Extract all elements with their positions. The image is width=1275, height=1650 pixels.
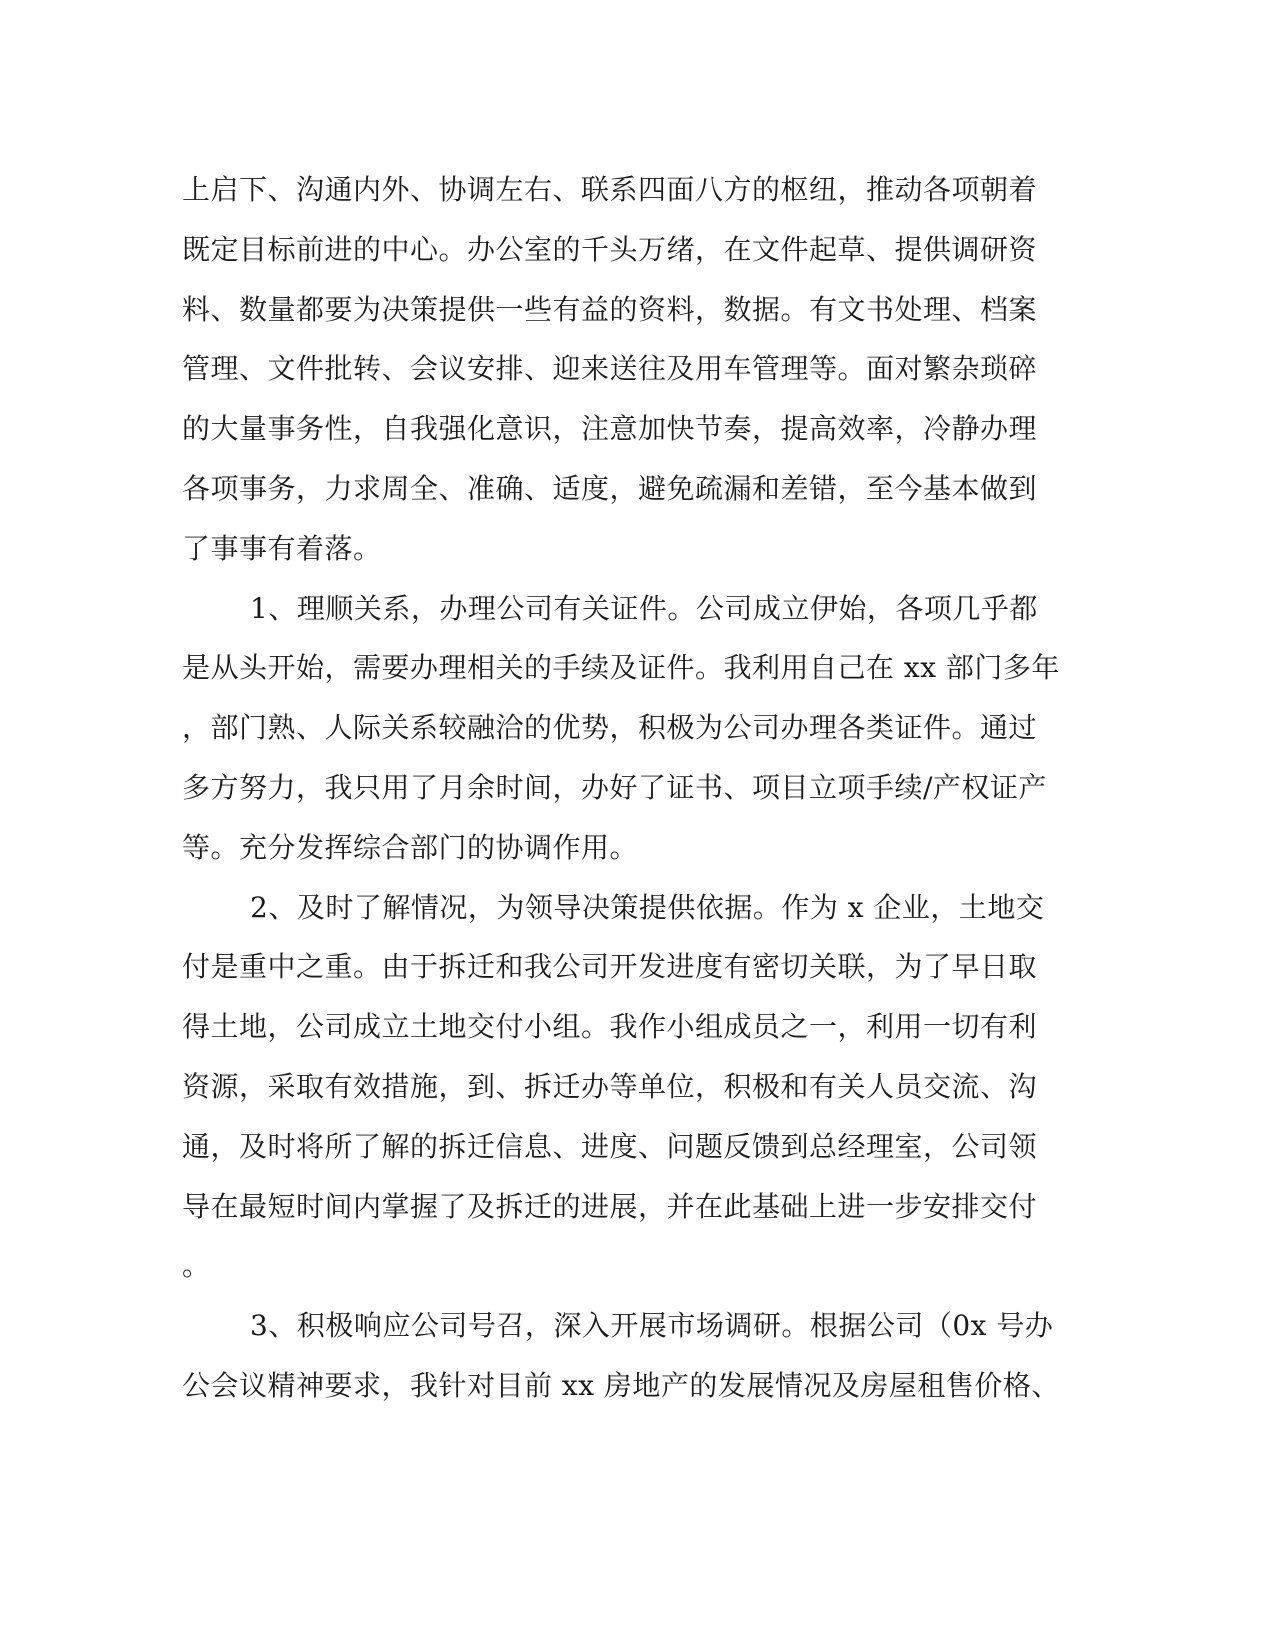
paragraph-item-1-line: 1、理顺关系，办理公司有关证件。公司成立伊始，各项几乎都 — [250, 591, 1038, 625]
paragraph-intro-line: 料、数量都要为决策提供一些有益的资料，数据。有文书处理、档案 — [182, 292, 1038, 326]
paragraph-item-1-line: 多方努力，我只用了月余时间，办好了证书、项目立项手续/产权证产 — [182, 770, 1047, 804]
paragraph-item-2-line: 2、及时了解情况，为领导决策提供依据。作为 x 企业，土地交 — [250, 890, 1045, 924]
paragraph-item-1-line: 等。充分发挥综合部门的协调作用。 — [182, 830, 639, 864]
paragraph-item-2-line: 导在最短时间内掌握了及拆迁的进展，并在此基础上进一步安排交付 — [182, 1189, 1038, 1223]
paragraph-intro-line: 了事事有着落。 — [182, 531, 382, 565]
paragraph-item-3-line: 公会议精神要求，我针对目前 xx 房地产的发展情况及房屋租售价格、 — [182, 1368, 1060, 1402]
paragraph-intro-line: 既定目标前进的中心。办公室的千头万绪，在文件起草、提供调研资 — [182, 232, 1038, 266]
paragraph-item-2-line: 付是重中之重。由于拆迁和我公司开发进度有密切关联，为了早日取 — [182, 950, 1038, 984]
paragraph-intro-line: 管理、文件批转、会议安排、迎来送往及用车管理等。面对繁杂琐碎 — [182, 352, 1038, 386]
paragraph-intro-line: 上启下、沟通内外、协调左右、联系四面八方的枢纽，推动各项朝着 — [182, 173, 1038, 206]
paragraph-item-2-line: 通，及时将所了解的拆迁信息、进度、问题反馈到总经理室，公司领 — [182, 1129, 1038, 1163]
paragraph-item-2-line: 资源，采取有效措施，到、拆迁办等单位，积极和有关人员交流、沟 — [182, 1069, 1038, 1103]
paragraph-item-2-line: 得土地，公司成立土地交付小组。我作小组成员之一，利用一切有利 — [182, 1010, 1038, 1044]
paragraph-item-1-line: ，部门熟、人际关系较融洽的优势，积极为公司办理各类证件。通过 — [182, 711, 1038, 745]
paragraph-item-3-line: 3、积极响应公司号召，深入开展市场调研。根据公司（0x 号办 — [250, 1309, 1054, 1343]
paragraph-item-1-line: 是从头开始，需要办理相关的手续及证件。我利用自己在 xx 部门多年 — [182, 651, 1060, 685]
paragraph-intro-line: 各项事务，力求周全、准确、适度，避免疏漏和差错，至今基本做到 — [182, 471, 1038, 505]
paragraph-item-2-line: 。 — [182, 1249, 211, 1283]
document-body — [182, 160, 1060, 1416]
paragraph-intro-line: 的大量事务性，自我强化意识，注意加快节奏，提高效率，冷静办理 — [182, 412, 1038, 446]
